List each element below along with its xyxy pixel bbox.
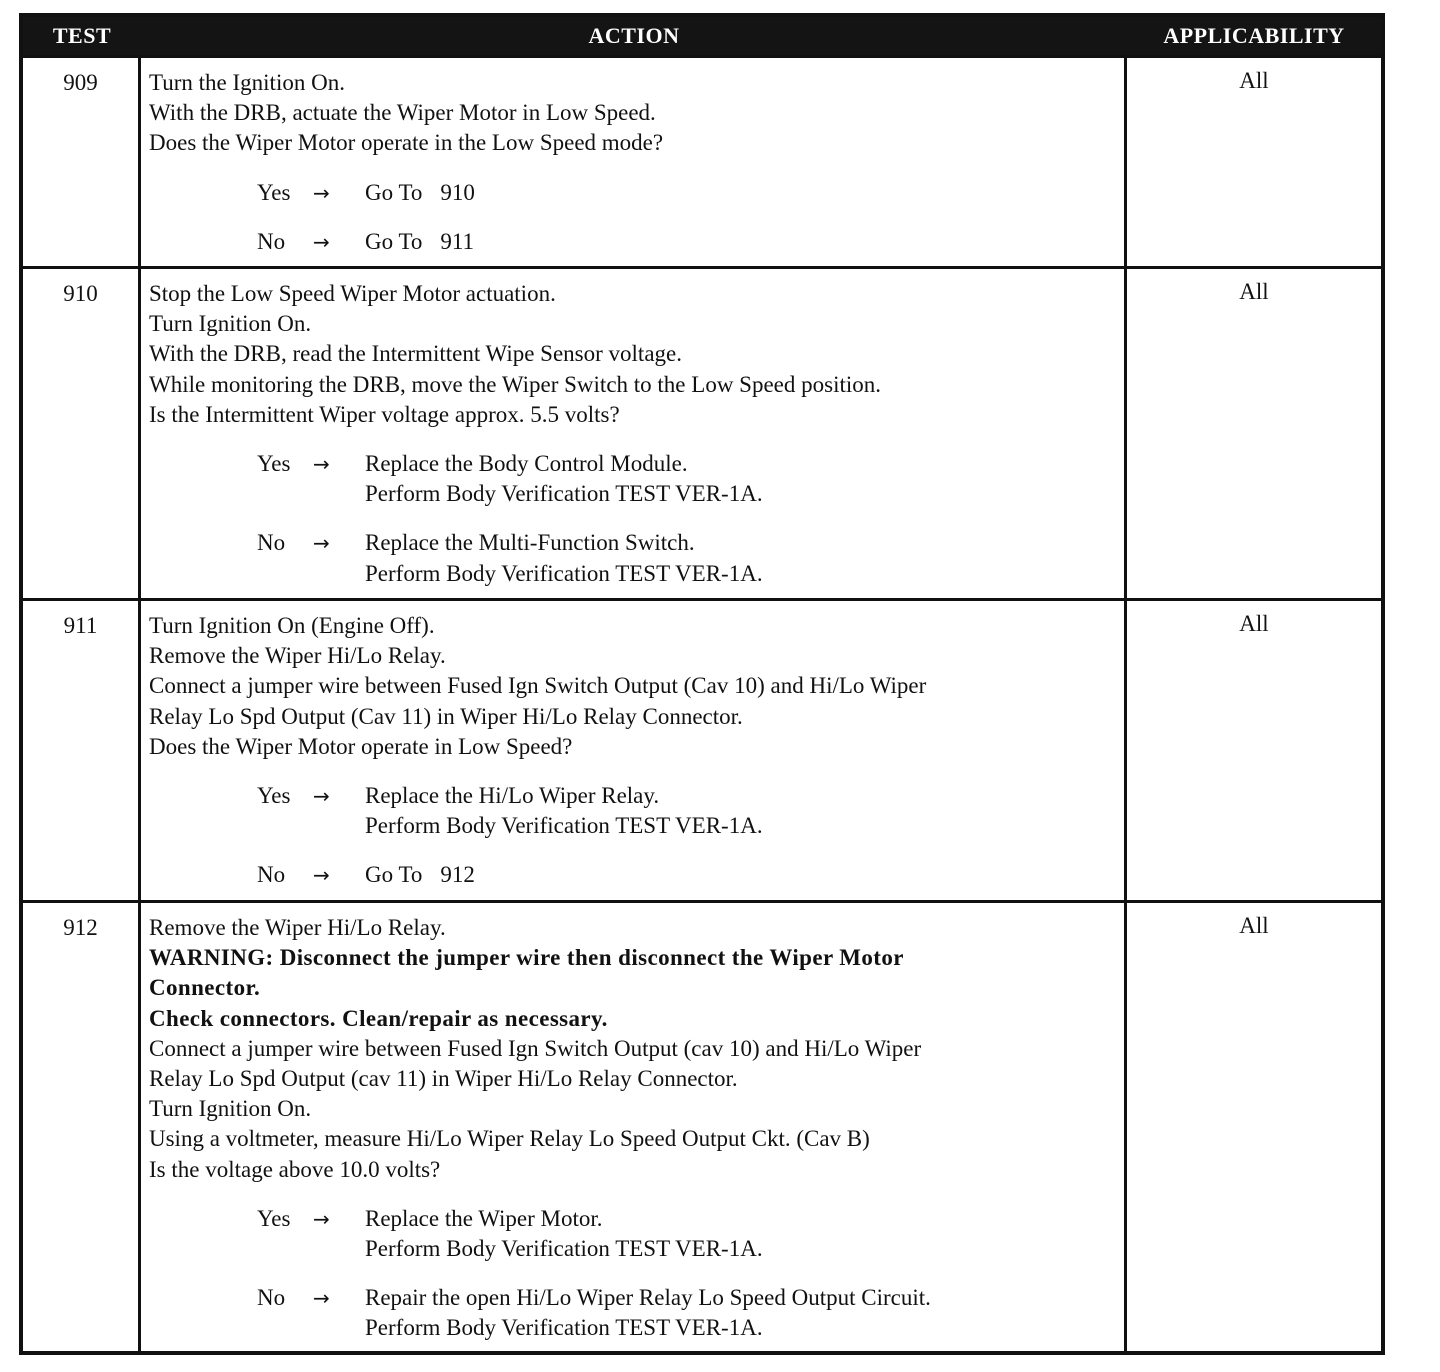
outcome-line: Replace the Wiper Motor.: [365, 1205, 603, 1231]
outcome-label: Yes: [257, 179, 291, 205]
applicability-cell: All: [1239, 611, 1269, 636]
outcome-line: Repair the open Hi/Lo Wiper Relay Lo Speed Output Circuit.: [365, 1285, 931, 1311]
outcome-yes: [149, 1204, 1118, 1264]
warning-text: WARNING: Disconnect the jumper wire then disconnect the Wiper Motor: [149, 945, 904, 971]
outcomes: [149, 1204, 1118, 1344]
outcome-label: Yes: [257, 1205, 291, 1231]
action-cell: [141, 269, 1127, 598]
action-line: Remove the Wiper Hi/Lo Relay.: [149, 643, 446, 669]
action-line: Connect a jumper wire between Fused Ign Switch Output (cav 10) and Hi/Lo Wiper: [149, 1035, 922, 1061]
arrow-right-icon: →: [313, 452, 330, 477]
check-text: Check connectors. Clean/repair as necessary.: [149, 1005, 608, 1031]
outcome-line: Perform Body Verification TEST VER-1A.: [365, 1315, 763, 1341]
arrow-right-icon: →: [313, 863, 330, 888]
action-line: Turn the Ignition On.: [149, 70, 345, 95]
outcome-label: No: [257, 862, 286, 888]
outcomes: [149, 178, 1118, 257]
action-line: Relay Lo Spd Output (cav 11) in Wiper Hi/Lo Relay Connector.: [149, 1066, 738, 1092]
outcome-label: Yes: [257, 783, 291, 809]
outcome-yes: [149, 781, 1118, 841]
action-line: Turn Ignition On (Engine Off).: [149, 613, 435, 638]
goto-target: 911: [440, 228, 475, 254]
outcome-text: [365, 1204, 1118, 1264]
outcome-line: Perform Body Verification TEST VER-1A.: [365, 560, 763, 586]
outcomes: [149, 781, 1118, 891]
outcome-text: [365, 528, 1118, 588]
action-line: Turn Ignition On.: [149, 1096, 312, 1122]
goto-target: 912: [440, 862, 475, 888]
outcome-no: [149, 1283, 1118, 1343]
outcome-text: [365, 178, 1118, 208]
warning-text: Connector.: [149, 975, 261, 1001]
table-row-910: [23, 266, 1381, 598]
action-line: Using a voltmeter, measure Hi/Lo Wiper Relay Lo Speed Output Ckt. (Cav B): [149, 1126, 870, 1152]
table-row-912: [23, 900, 1381, 1351]
outcome-text: [365, 1283, 1118, 1343]
table-row-909: [23, 55, 1381, 266]
outcome-no: [149, 227, 1118, 257]
action-line: Does the Wiper Motor operate in the Low Speed mode?: [149, 130, 664, 156]
arrow-right-icon: →: [313, 1286, 330, 1311]
test-number: 912: [23, 903, 141, 1351]
header-test: TEST: [52, 23, 112, 48]
action-line: Stop the Low Speed Wiper Motor actuation.: [149, 281, 556, 306]
action-line: Is the Intermittent Wiper voltage approx. 5.5 volts?: [149, 401, 620, 427]
arrow-right-icon: →: [313, 1206, 330, 1231]
outcome-yes: [149, 178, 1118, 208]
outcome-line: Replace the Body Control Module.: [365, 451, 688, 477]
table-header: [23, 17, 1381, 55]
test-number: 910: [23, 269, 141, 598]
goto-label: Go To: [365, 228, 423, 254]
outcome-label: No: [257, 1285, 286, 1311]
table-row-911: [23, 598, 1381, 900]
applicability-cell: All: [1239, 913, 1269, 938]
goto-target: 910: [440, 179, 475, 205]
outcome-no: [149, 860, 1118, 890]
outcome-text: [365, 781, 1118, 841]
outcome-text: [365, 227, 1118, 257]
outcome-line: Replace the Multi-Function Switch.: [365, 530, 695, 556]
outcome-yes: [149, 449, 1118, 509]
arrow-right-icon: →: [313, 531, 330, 556]
outcome-line: Perform Body Verification TEST VER-1A.: [365, 481, 763, 507]
outcome-line: Perform Body Verification TEST VER-1A.: [365, 813, 763, 839]
action-line: Remove the Wiper Hi/Lo Relay.: [149, 915, 446, 940]
outcome-text: [365, 860, 1118, 890]
outcome-label: Yes: [257, 451, 291, 477]
goto-label: Go To: [365, 862, 423, 888]
test-number: 909: [23, 58, 141, 266]
arrow-right-icon: →: [313, 784, 330, 809]
action-cell: [141, 601, 1127, 900]
header-applicability: APPLICABILITY: [1163, 23, 1345, 48]
arrow-right-icon: →: [313, 229, 330, 254]
action-line: Turn Ignition On.: [149, 311, 312, 337]
applicability-cell: All: [1239, 279, 1269, 304]
outcome-line: Perform Body Verification TEST VER-1A.: [365, 1236, 763, 1262]
action-cell: [141, 903, 1127, 1351]
action-line: Relay Lo Spd Output (Cav 11) in Wiper Hi/Lo Relay Connector.: [149, 703, 743, 729]
diagnostic-table: [19, 13, 1385, 1355]
applicability-cell: All: [1239, 68, 1269, 93]
outcomes: [149, 449, 1118, 589]
test-number: 911: [23, 601, 141, 900]
action-line: While monitoring the DRB, move the Wiper Switch to the Low Speed position.: [149, 371, 882, 397]
outcome-label: No: [257, 228, 286, 254]
header-action: ACTION: [588, 23, 680, 48]
arrow-right-icon: →: [313, 180, 330, 205]
action-line: With the DRB, read the Intermittent Wipe Sensor voltage.: [149, 341, 682, 367]
action-line: With the DRB, actuate the Wiper Motor in Low Speed.: [149, 100, 656, 126]
outcome-line: Replace the Hi/Lo Wiper Relay.: [365, 783, 660, 809]
outcome-no: [149, 528, 1118, 588]
outcome-text: [365, 449, 1118, 509]
action-line: Does the Wiper Motor operate in Low Speed?: [149, 733, 573, 759]
goto-label: Go To: [365, 179, 423, 205]
outcome-label: No: [257, 530, 286, 556]
action-cell: [141, 58, 1127, 266]
action-line: Is the voltage above 10.0 volts?: [149, 1156, 441, 1182]
action-line: Connect a jumper wire between Fused Ign Switch Output (Cav 10) and Hi/Lo Wiper: [149, 673, 927, 699]
